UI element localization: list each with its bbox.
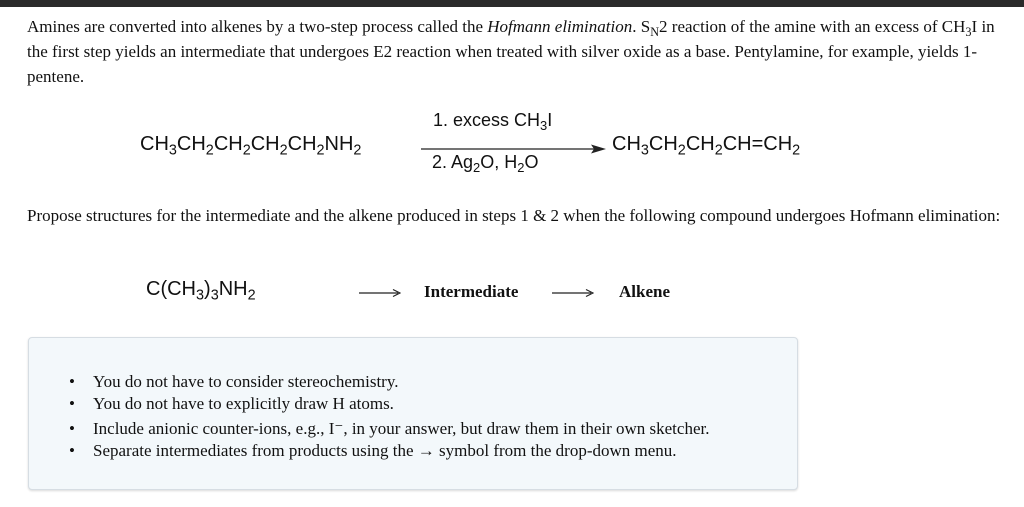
formula-text: C(CH	[146, 278, 196, 300]
example-condition-2	[432, 152, 539, 176]
formula-text: 2. Ag	[432, 152, 474, 172]
formula-subscript: 2	[316, 142, 325, 159]
formula-subscript: 3	[196, 287, 205, 304]
formula-text: CH	[176, 133, 206, 155]
formula-text: CH=CH	[722, 133, 793, 155]
formula-text: CH	[140, 133, 169, 155]
formula-text: NH	[218, 278, 248, 300]
intro-text-2: . S	[632, 17, 651, 36]
hint-item: • You do not have to consider stereochemistry.	[93, 371, 709, 393]
intermediate-label: Intermediate	[424, 282, 519, 301]
alkene-label: Alkene	[619, 282, 670, 301]
formula-subscript: 2	[714, 142, 723, 159]
hint-item: • Separate intermediates from products using the → symbol from the drop-down menu.	[93, 440, 709, 462]
intro-paragraph	[27, 14, 1002, 89]
intro-text-3: 2 reaction of the amine with an excess of CH	[659, 17, 966, 36]
hint-item: • You do not have to explicitly draw H atoms.	[93, 393, 709, 415]
intro-text-4: I in the first step yields an intermediate that undergoes E2 reaction when treated with silver oxide as a base. Pentylamine, for example, yields 1-pentene.	[27, 17, 995, 86]
example-condition-1	[433, 110, 553, 134]
formula-subscript: 3	[640, 142, 649, 159]
formula-text: O, H	[480, 152, 518, 172]
formula-subscript: 3	[168, 142, 177, 159]
question-text: Propose structures for the intermediate and the alkene produced in steps 1 & 2 when the following compound undergoes Hofmann elimination:	[27, 206, 1001, 225]
formula-subscript: 2	[279, 142, 288, 159]
formula-text: CH	[287, 133, 317, 155]
arrow-to-intermediate-icon	[359, 288, 401, 298]
starting-compound	[146, 278, 256, 304]
formula-text: )	[204, 278, 211, 300]
formula-text: 1. excess CH	[433, 110, 541, 130]
formula-subscript: 2	[677, 142, 686, 159]
intro-term: Hofmann elimination	[487, 17, 633, 36]
formula-subscript: 2	[242, 142, 251, 159]
intro-sn-subscript: N	[650, 24, 660, 39]
hints-box	[28, 337, 798, 490]
formula-text: NH	[324, 133, 354, 155]
formula-subscript: 3	[210, 287, 219, 304]
formula-subscript: 2	[205, 142, 214, 159]
intro-ch3i-subscript: 3	[965, 24, 972, 39]
formula-text: CH	[250, 133, 280, 155]
formula-subscript: 3	[540, 118, 548, 134]
formula-subscript: 2	[353, 142, 362, 159]
formula-text: CH	[648, 133, 678, 155]
arrow-to-alkene-icon	[552, 288, 594, 298]
hint-item: • Include anionic counter-ions, e.g., I⁻, in your answer, but draw them in their own sketcher.	[93, 418, 709, 440]
formula-subscript: 2	[792, 142, 801, 159]
formula-subscript: 2	[247, 287, 256, 304]
formula-subscript: 2	[473, 160, 481, 176]
formula-text: CH	[612, 133, 641, 155]
intro-text-1: Amines are converted into alkenes by a two-step process called the	[27, 17, 488, 36]
formula-subscript: 2	[517, 160, 525, 176]
example-product	[612, 133, 801, 159]
formula-text: I	[547, 110, 553, 130]
example-reactant	[140, 133, 362, 159]
formula-text: O	[524, 152, 539, 172]
formula-text: CH	[213, 133, 243, 155]
hints-list	[93, 371, 709, 462]
formula-text: CH	[685, 133, 715, 155]
top-bar	[0, 0, 1024, 7]
